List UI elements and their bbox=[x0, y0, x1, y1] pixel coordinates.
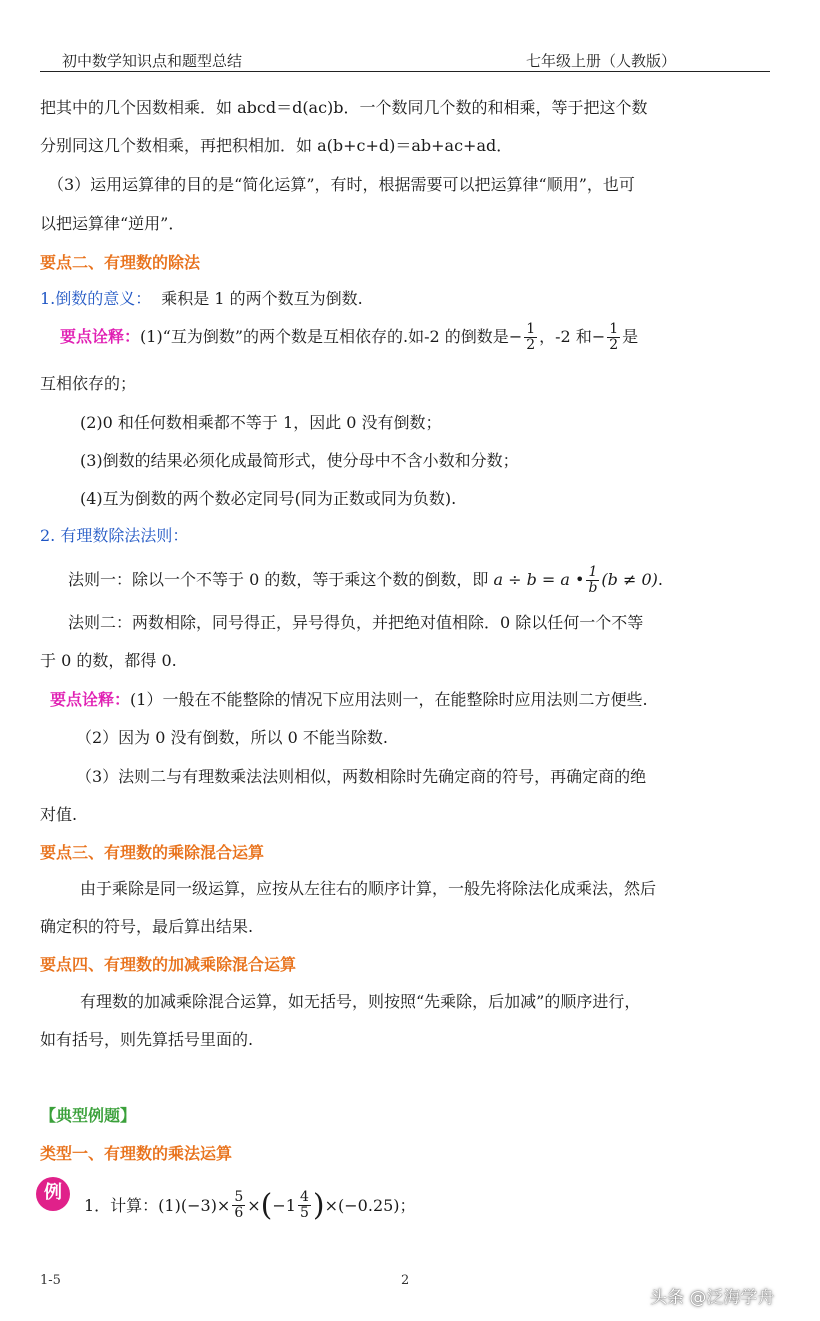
fraction-numerator: 1 bbox=[526, 321, 536, 337]
rule-1-end: . bbox=[657, 570, 663, 589]
header-rule bbox=[40, 71, 770, 72]
fraction-denominator: 6 bbox=[234, 1205, 244, 1221]
type-1-title: 类型一、有理数的乘法运算 bbox=[40, 1144, 233, 1163]
fraction-numerator: 1 bbox=[588, 564, 598, 580]
note2-line-4: 对值. bbox=[40, 805, 78, 824]
rule-2-line-2: 于 0 的数，都得 0. bbox=[40, 651, 177, 670]
rule-2-line-1: 法则二：两数相除，同号得正，异号得负，并把绝对值相除．0 除以任何一个不等 bbox=[68, 613, 644, 632]
expr-part: ×(−0.25) bbox=[324, 1195, 400, 1215]
text-line-2: 分别同这几个数相乘，再把积相加．如 a(b+c+d)＝ab+ac+ad． bbox=[40, 136, 513, 155]
item-label: 1.倒数的意义： bbox=[40, 289, 152, 308]
footer-left: 1-5 bbox=[40, 1273, 61, 1288]
note-label: 要点诠释： bbox=[60, 327, 141, 346]
expr-part: −1 bbox=[272, 1195, 296, 1215]
minus-sign: − bbox=[508, 327, 523, 346]
note-line-1-cont: 互相依存的； bbox=[40, 374, 137, 393]
note-label: 要点诠释： bbox=[50, 690, 131, 709]
fraction-denominator: 2 bbox=[526, 337, 536, 353]
example-badge-icon: 例 bbox=[36, 1177, 70, 1211]
header-left: 初中数学知识点和题型总结 bbox=[62, 52, 243, 70]
rule-1 bbox=[68, 565, 663, 596]
sec3-line-2: 确定积的符号，最后算出结果. bbox=[40, 917, 254, 936]
sec3-line-1: 由于乘除是同一级运算，应按从左往右的顺序计算，一般先将除法化成乘法，然后 bbox=[80, 879, 657, 898]
fraction bbox=[524, 322, 537, 353]
header-right: 七年级上册（人教版） bbox=[526, 52, 677, 70]
note-text: (1)“互为倒数”的两个数是互相依存的.如-2 的倒数是 bbox=[140, 327, 509, 346]
text-line-1: 把其中的几个因数相乘．如 abcd＝d(ac)b．一个数同几个数的和相乘，等于把这个数 bbox=[40, 98, 648, 117]
text-line-3: （3）运用运算律的目的是“简化运算”，有时，根据需要可以把运算律“顺用”，也可 bbox=[48, 175, 635, 194]
example-label: 1．计算：(1) bbox=[84, 1195, 181, 1215]
fraction bbox=[298, 1190, 311, 1221]
text-line-4: 以把运算律“逆用”． bbox=[40, 214, 185, 233]
fraction bbox=[586, 565, 599, 596]
fraction bbox=[607, 322, 620, 353]
item-division-rules: 2. 有理数除法法则： bbox=[40, 526, 189, 545]
note-text: ，-2 和 bbox=[539, 327, 592, 346]
fraction-numerator: 1 bbox=[609, 321, 619, 337]
sec4-line-2: 如有括号，则先算括号里面的. bbox=[40, 1030, 254, 1049]
note2-line-2: （2）因为 0 没有倒数，所以 0 不能当除数. bbox=[76, 728, 388, 747]
watermark: 头条 @泛海学舟 bbox=[650, 1288, 775, 1308]
section-title-4: 要点四、有理数的加减乘除混合运算 bbox=[40, 955, 297, 974]
item-reciprocal bbox=[40, 288, 363, 310]
note-line-1 bbox=[60, 322, 638, 353]
minus-sign: − bbox=[591, 327, 606, 346]
rule-1-text: 法则一：除以一个不等于 0 的数，等于乘这个数的倒数，即 bbox=[68, 570, 489, 589]
note-text: 是 bbox=[622, 327, 639, 346]
examples-title: 【典型例题】 bbox=[40, 1106, 137, 1125]
note-text: (1）一般在不能整除的情况下应用法则一，在能整除时应用法则二方便些. bbox=[130, 690, 648, 709]
note-line-4: (4)互为倒数的两个数必定同号(同为正数或同为负数). bbox=[80, 489, 457, 508]
section-title-2: 要点二、有理数的除法 bbox=[40, 253, 201, 272]
fraction-denominator: b bbox=[588, 580, 598, 596]
rule-1-condition: (b ≠ 0) bbox=[601, 570, 658, 589]
section-title-3: 要点三、有理数的乘除混合运算 bbox=[40, 843, 265, 862]
page-number: 2 bbox=[401, 1273, 410, 1288]
sec4-line-1: 有理数的加减乘除混合运算，如无括号，则按照“先乘除，后加减”的顺序进行， bbox=[80, 992, 641, 1011]
expr-part: (−3)× bbox=[180, 1195, 231, 1215]
expr-part: × bbox=[247, 1195, 261, 1215]
right-paren: ) bbox=[312, 1187, 325, 1223]
fraction-numerator: 4 bbox=[299, 1189, 309, 1205]
fraction-denominator: 2 bbox=[609, 337, 619, 353]
note2-line-1 bbox=[50, 689, 648, 711]
left-paren: ( bbox=[260, 1187, 273, 1223]
fraction-denominator: 5 bbox=[299, 1205, 309, 1221]
expr-end: ； bbox=[399, 1195, 416, 1215]
note-line-2: (2)0 和任何数相乘都不等于 1，因此 0 没有倒数； bbox=[80, 413, 442, 432]
note2-line-3: （3）法则二与有理数乘法法则相似，两数相除时先确定商的符号，再确定商的绝 bbox=[76, 767, 647, 786]
example-1 bbox=[84, 1187, 416, 1223]
fraction-numerator: 5 bbox=[234, 1189, 244, 1205]
note-line-3: (3)倒数的结果必须化成最简形式，使分母中不含小数和分数； bbox=[80, 451, 519, 470]
item-text: 乘积是 1 的两个数互为倒数. bbox=[161, 289, 363, 308]
fraction bbox=[232, 1190, 245, 1221]
rule-1-formula: a ÷ b = a • bbox=[493, 570, 585, 589]
